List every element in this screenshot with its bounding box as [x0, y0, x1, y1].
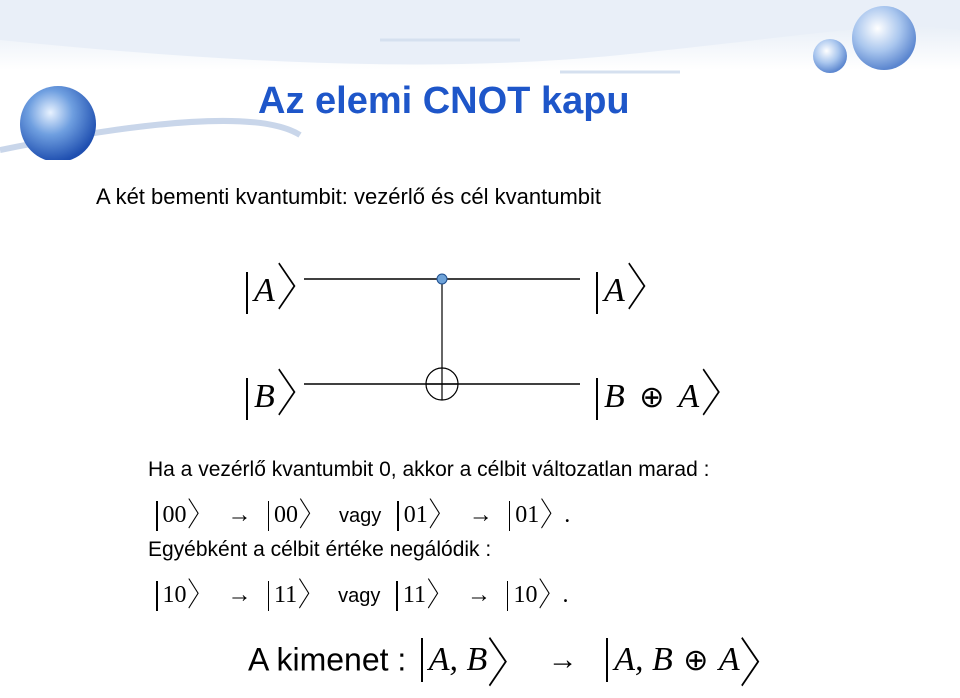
output-formula: A kimenet : A, B〉 → A, B ⊕ A〉	[248, 633, 782, 693]
ket-input-a: A〉	[246, 256, 317, 314]
ket-input-b: B〉	[246, 362, 317, 420]
output-lhs: A, B	[428, 641, 488, 678]
mapping-row-2: 10〉 → 11〉 vagy 11〉 → 10〉.	[156, 574, 568, 611]
ket-output-b-xor-a: B ⊕ A〉	[596, 362, 741, 420]
explanation-line-2: Egyébként a célbit értéke negálódik :	[148, 538, 492, 561]
xor-symbol: ⊕	[639, 381, 665, 414]
mapping-row-1: 00〉 → 00〉 vagy 01〉 → 01〉.	[156, 494, 570, 531]
output-rhs-right: A	[718, 641, 740, 678]
output-label: A kimenet :	[248, 641, 407, 678]
slide-title: Az elemi CNOT kapu	[258, 80, 630, 122]
slide-subtitle: A két bementi kvantumbit: vezérlő és cél kvantumbit	[96, 184, 602, 209]
control-dot	[437, 274, 447, 284]
explanation-line-1: Ha a vezérlő kvantumbit 0, akkor a célbit változatlan marad :	[148, 458, 710, 481]
output-arrow: →	[547, 643, 578, 676]
ket-output-a: A〉	[596, 256, 667, 314]
output-xor-symbol: ⊕	[683, 643, 709, 677]
output-rhs-left: A, B	[614, 641, 673, 678]
